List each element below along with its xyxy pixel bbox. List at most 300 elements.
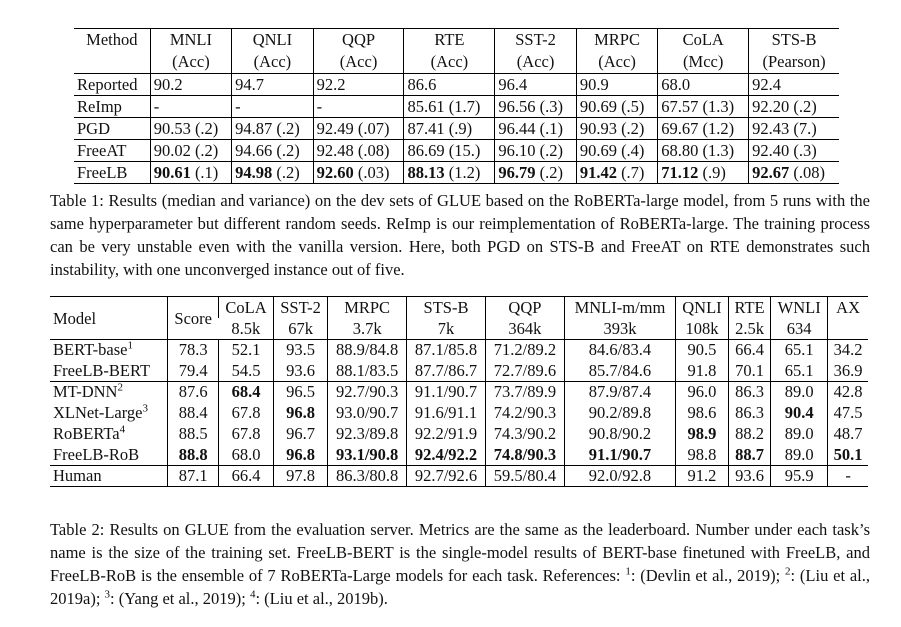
score-variance: (.3) (789, 140, 817, 160)
score-value: 97.8 (286, 466, 315, 485)
table-row (50, 445, 868, 466)
table-row (74, 118, 839, 140)
score-value: 88.8 (178, 444, 208, 464)
score-value: 86.3 (735, 403, 764, 422)
score-variance: (.7) (616, 162, 645, 182)
score-value: 89.0 (784, 444, 814, 464)
score-variance: (.3) (535, 96, 563, 116)
column-header: Method (74, 29, 150, 52)
score-variance: (.03) (353, 162, 390, 182)
score-cell (564, 361, 675, 382)
score-cell (313, 118, 404, 140)
score-value: 86.3/80.8 (335, 466, 399, 485)
score-value: 91.1/90.7 (414, 382, 478, 402)
score-value: 92.0/92.8 (588, 466, 652, 485)
score-cell (771, 340, 828, 361)
score-value: 36.9 (833, 360, 863, 380)
model-cell (50, 466, 168, 487)
column-header: MNLI (150, 29, 231, 52)
score-cell (407, 382, 486, 403)
score-value: 92.2 (316, 74, 346, 94)
score-value: 92.4 (752, 74, 782, 94)
score-cell (232, 74, 313, 96)
score-value: 90.2 (153, 74, 183, 94)
column-header-size: 634 (771, 318, 828, 340)
column-header: SST-2 (495, 29, 576, 52)
score-variance: (1.7) (444, 96, 481, 116)
score-value: 90.69 (579, 140, 617, 160)
score-value: 89.0 (784, 424, 814, 443)
method-cell: Reported (74, 74, 150, 96)
column-header-metric: (Acc) (404, 51, 495, 74)
model-name: RoBERTa (53, 424, 120, 443)
table-row (74, 74, 839, 96)
score-cell (771, 382, 828, 403)
score-cell (168, 424, 219, 445)
score-cell (485, 403, 564, 424)
score-value: 92.60 (316, 162, 354, 182)
score-value: 96.8 (286, 444, 315, 464)
column-header-size: 7k (407, 318, 486, 340)
caption-text: Table 2: Results on GLUE from the evaluation server. Metrics are the same as the leaderboard. Number under each task’s name is the size of the training set. FreeLB-BERT is the single-model results of BERT-base finetuned with FreeLB, and FreeLB-RoB is the ensemble of 7 RoBERTa-Large models for each task. References: (50, 520, 870, 585)
score-value: 92.49 (316, 118, 354, 138)
score-value: 59.5/80.4 (493, 466, 557, 485)
score-value: 68.0 (661, 74, 691, 94)
column-header-size: 108k (676, 318, 729, 340)
score-value: 71.2/89.2 (493, 340, 557, 360)
ref-marker: 1 (625, 565, 631, 578)
table-row (50, 340, 868, 361)
score-variance: (1.2) (698, 118, 735, 138)
column-header-metric: (Acc) (576, 51, 657, 74)
score-cell (676, 424, 729, 445)
score-value: 88.13 (407, 162, 445, 182)
ref-marker: 2 (785, 565, 791, 578)
score-value: 92.40 (752, 140, 790, 160)
score-value: 88.4 (178, 403, 208, 422)
table-row (50, 466, 868, 487)
score-value: 90.2/89.8 (588, 403, 652, 422)
table-row (50, 424, 868, 445)
column-header: STS-B (407, 297, 486, 319)
score-variance: (.9) (698, 162, 726, 182)
column-header-metric: (Acc) (495, 51, 576, 74)
score-value: 96.4 (498, 74, 528, 94)
score-value: 72.7/89.6 (493, 360, 557, 380)
score-cell (219, 340, 274, 361)
score-cell (564, 340, 675, 361)
table-1 (74, 28, 839, 184)
table-1-caption: Table 1: Results (median and variance) on the dev sets of GLUE based on the RoBERTa-large model, from 5 runs with the same hyperparameter but different random seeds. ReImp is our reimplementation of RoBERTa-large. The training process can be very unstable even with the vanilla version. Here, both PGD on STS-B and FreeAT on RTE demonstrates such instability, with one unconverged instance out of five. (50, 191, 870, 279)
score-value: 86.6 (407, 74, 437, 94)
score-cell (828, 445, 868, 466)
score-value: 90.5 (687, 340, 717, 360)
score-cell (564, 466, 675, 487)
score-cell (749, 140, 839, 162)
score-variance: (1.3) (698, 140, 735, 160)
table-2-caption (50, 518, 870, 610)
score-value: 90.8/90.2 (588, 424, 652, 443)
column-header: MNLI-m/mm (564, 297, 675, 319)
table-row (50, 403, 868, 424)
score-cell (658, 140, 749, 162)
score-cell (219, 445, 274, 466)
score-cell (576, 74, 657, 96)
column-header-size: 2.5k (728, 318, 770, 340)
score-value: 79.4 (178, 360, 208, 380)
method-cell: ReImp (74, 96, 150, 118)
score-value: 94.87 (235, 118, 273, 138)
score-value: 87.9/87.4 (588, 382, 652, 402)
score-cell (828, 340, 868, 361)
score-value: 34.2 (833, 340, 863, 360)
score-cell (828, 424, 868, 445)
score-cell (219, 403, 274, 424)
column-header: CoLA (658, 29, 749, 52)
score-cell (168, 466, 219, 487)
column-header: STS-B (749, 29, 839, 52)
score-variance: (.9) (444, 118, 473, 138)
score-cell (771, 403, 828, 424)
score-cell (407, 361, 486, 382)
score-value: 65.1 (784, 340, 814, 360)
score-cell (404, 96, 495, 118)
column-header: Model (50, 297, 168, 340)
score-value: 96.10 (498, 140, 536, 160)
model-cell (50, 340, 168, 361)
score-cell (273, 466, 327, 487)
score-variance: (.1) (535, 118, 563, 138)
column-header: RTE (404, 29, 495, 52)
score-cell (328, 445, 407, 466)
score-value: 87.1/85.8 (414, 340, 478, 360)
score-value: 98.8 (687, 444, 717, 464)
score-cell (676, 403, 729, 424)
score-value: 92.4/92.2 (414, 444, 478, 464)
score-value: 88.1/83.5 (335, 360, 399, 380)
score-variance: (.2) (272, 118, 300, 138)
score-cell (219, 424, 274, 445)
score-value: 84.6/83.4 (588, 340, 652, 360)
score-value: 98.6 (687, 403, 717, 422)
score-value: 87.7/86.7 (414, 360, 478, 380)
column-header-size: 364k (485, 318, 564, 340)
score-cell (407, 466, 486, 487)
column-header-size: 8.5k (219, 318, 274, 340)
score-cell (273, 403, 327, 424)
score-cell (404, 74, 495, 96)
score-value: 98.9 (687, 424, 717, 443)
score-cell (313, 74, 404, 96)
score-value: 94.98 (235, 162, 273, 182)
column-header-metric: (Mcc) (658, 51, 749, 74)
table-row (50, 361, 868, 382)
column-header: RTE (728, 297, 770, 319)
score-variance: (7.) (789, 118, 817, 138)
score-value: 91.42 (579, 162, 617, 182)
column-header: CoLA (219, 297, 274, 319)
score-variance: (.5) (616, 96, 645, 116)
score-value: 88.2 (735, 424, 764, 443)
model-cell (50, 445, 168, 466)
column-header-metric (74, 51, 150, 74)
caption-text: : (Devlin et al., 2019); (630, 566, 786, 585)
table-row (74, 96, 839, 118)
score-value: - (845, 466, 851, 485)
score-cell (564, 403, 675, 424)
score-value: 71.12 (661, 162, 699, 182)
score-value: 66.4 (735, 340, 764, 360)
score-value: 93.0/90.7 (335, 403, 399, 422)
score-value: 96.0 (687, 382, 717, 402)
score-value: 73.7/89.9 (493, 382, 557, 402)
score-value: 68.4 (231, 382, 261, 402)
score-cell (485, 445, 564, 466)
score-variance: (.1) (190, 162, 219, 182)
column-header: QQP (485, 297, 564, 319)
score-value: 91.2 (687, 466, 717, 485)
score-value: 74.8/90.3 (493, 444, 557, 464)
score-value: - (235, 96, 241, 116)
score-variance: (1.2) (444, 162, 481, 182)
score-cell (273, 382, 327, 403)
score-value: 70.1 (735, 360, 764, 380)
score-cell (313, 140, 404, 162)
score-cell (564, 445, 675, 466)
score-cell (485, 382, 564, 403)
score-value: 86.3 (735, 382, 764, 402)
column-header-metric: (Pearson) (749, 51, 839, 74)
score-cell (407, 424, 486, 445)
score-value: 96.8 (286, 403, 315, 422)
score-cell (485, 424, 564, 445)
score-cell (328, 424, 407, 445)
model-cell (50, 361, 168, 382)
score-cell (658, 96, 749, 118)
score-cell (728, 424, 770, 445)
ref-marker: 3 (142, 402, 148, 415)
model-name: FreeLB-RoB (53, 444, 140, 464)
score-value: 87.41 (407, 118, 445, 138)
caption-text: : (Liu et al., 2019a); (50, 566, 871, 608)
score-value: 90.02 (153, 140, 191, 160)
score-cell (328, 340, 407, 361)
score-cell (328, 466, 407, 487)
column-header: Score (168, 297, 219, 340)
score-cell (771, 445, 828, 466)
score-cell (495, 162, 576, 184)
score-variance: (1.3) (698, 96, 735, 116)
score-cell (728, 466, 770, 487)
score-cell (771, 466, 828, 487)
score-cell (828, 466, 868, 487)
score-value: 88.5 (178, 424, 208, 443)
score-cell (771, 361, 828, 382)
score-cell (658, 162, 749, 184)
score-cell (328, 403, 407, 424)
score-value: 50.1 (833, 444, 863, 464)
score-cell (407, 445, 486, 466)
score-cell (150, 118, 231, 140)
score-value: 92.20 (752, 96, 790, 116)
score-value: 85.61 (407, 96, 445, 116)
column-header-size: 67k (273, 318, 327, 340)
score-cell (485, 340, 564, 361)
column-header: SST-2 (273, 297, 327, 319)
score-value: 89.0 (784, 382, 814, 402)
score-value: 92.43 (752, 118, 790, 138)
column-header: QNLI (232, 29, 313, 52)
score-cell (676, 466, 729, 487)
score-value: 74.3/90.2 (493, 424, 557, 443)
score-value: 65.1 (784, 360, 814, 380)
score-cell (728, 403, 770, 424)
score-cell (658, 118, 749, 140)
score-cell (273, 340, 327, 361)
score-cell (749, 96, 839, 118)
score-cell (404, 118, 495, 140)
score-cell (168, 445, 219, 466)
score-cell (232, 118, 313, 140)
score-cell (485, 466, 564, 487)
score-value: 78.3 (178, 340, 208, 360)
score-cell (676, 382, 729, 403)
score-cell (168, 403, 219, 424)
score-variance: (.2) (535, 162, 563, 182)
score-value: 92.48 (316, 140, 354, 160)
score-cell (728, 382, 770, 403)
score-cell (771, 424, 828, 445)
score-value: 93.5 (286, 340, 315, 360)
method-cell: FreeLB (74, 162, 150, 184)
score-value: 93.6 (286, 360, 315, 380)
score-cell (564, 382, 675, 403)
score-cell (828, 382, 868, 403)
column-header-metric: (Acc) (232, 51, 313, 74)
score-value: - (153, 96, 160, 116)
score-cell (219, 361, 274, 382)
score-value: 96.7 (286, 424, 315, 443)
model-cell (50, 382, 168, 403)
score-value: 68.80 (661, 140, 699, 160)
score-value: 95.9 (784, 466, 814, 485)
score-cell (576, 96, 657, 118)
column-header-size: 3.7k (328, 318, 407, 340)
score-value: 90.4 (784, 403, 814, 422)
score-value: 67.8 (231, 424, 261, 443)
score-value: 92.2/91.9 (414, 424, 478, 443)
score-value: 92.67 (752, 162, 790, 182)
score-cell (564, 424, 675, 445)
model-name: XLNet-Large (53, 403, 143, 422)
score-value: 96.44 (498, 118, 536, 138)
caption-text: : (Liu et al., 2019b). (255, 589, 388, 608)
column-header: WNLI (771, 297, 828, 319)
score-value: 91.6/91.1 (414, 403, 478, 422)
score-value: 90.69 (579, 96, 617, 116)
score-variance: (.2) (190, 140, 219, 160)
ref-marker: 4 (119, 423, 126, 436)
score-value: 69.67 (661, 118, 699, 138)
score-cell (495, 118, 576, 140)
score-cell (313, 96, 404, 118)
model-cell (50, 403, 168, 424)
column-header: QNLI (676, 297, 729, 319)
score-cell (749, 74, 839, 96)
score-variance: (.08) (353, 140, 390, 160)
score-cell (407, 340, 486, 361)
score-cell (828, 361, 868, 382)
score-cell (576, 140, 657, 162)
method-cell: FreeAT (74, 140, 150, 162)
score-cell (219, 382, 274, 403)
score-cell (828, 403, 868, 424)
score-cell (219, 466, 274, 487)
table-row (74, 162, 839, 184)
score-value: 91.1/90.7 (588, 444, 652, 464)
score-cell (328, 382, 407, 403)
score-cell (313, 162, 404, 184)
score-value: 90.53 (153, 118, 191, 138)
score-variance: (.2) (272, 162, 300, 182)
table-2 (50, 296, 868, 487)
score-cell (150, 140, 231, 162)
score-value: 67.57 (661, 96, 699, 116)
score-cell (273, 424, 327, 445)
score-value: 68.0 (231, 444, 261, 464)
score-cell (273, 361, 327, 382)
model-name: BERT-base (53, 340, 128, 360)
score-cell (495, 140, 576, 162)
score-value: 87.6 (178, 382, 208, 402)
column-header: MRPC (328, 297, 407, 319)
ref-marker: 4 (249, 588, 256, 601)
score-value: 88.7 (735, 444, 764, 464)
table-row (50, 382, 868, 403)
score-value: 87.1 (178, 466, 208, 485)
model-name: MT-DNN (53, 382, 118, 402)
model-name: Human (53, 466, 102, 485)
score-value: 90.9 (579, 74, 609, 94)
score-cell (404, 162, 495, 184)
column-header-metric: (Acc) (313, 51, 404, 74)
score-cell (150, 74, 231, 96)
score-cell (749, 118, 839, 140)
score-cell (150, 162, 231, 184)
score-value: 96.79 (498, 162, 536, 182)
score-variance: (.2) (272, 140, 300, 160)
score-cell (150, 96, 231, 118)
score-cell (676, 445, 729, 466)
score-cell (404, 140, 495, 162)
score-cell (232, 96, 313, 118)
score-value: 74.2/90.3 (493, 403, 557, 422)
column-header: AX (828, 297, 868, 340)
score-value: 47.5 (833, 403, 863, 422)
score-value: 92.7/90.3 (335, 382, 399, 402)
score-cell (749, 162, 839, 184)
score-cell (407, 403, 486, 424)
model-cell (50, 424, 168, 445)
score-cell (328, 361, 407, 382)
score-cell (232, 140, 313, 162)
score-value: 91.8 (687, 360, 717, 380)
score-variance: (.2) (789, 96, 817, 116)
column-header-metric: (Acc) (150, 51, 231, 74)
score-value: 66.4 (231, 466, 261, 485)
score-cell (676, 361, 729, 382)
score-cell (232, 162, 313, 184)
